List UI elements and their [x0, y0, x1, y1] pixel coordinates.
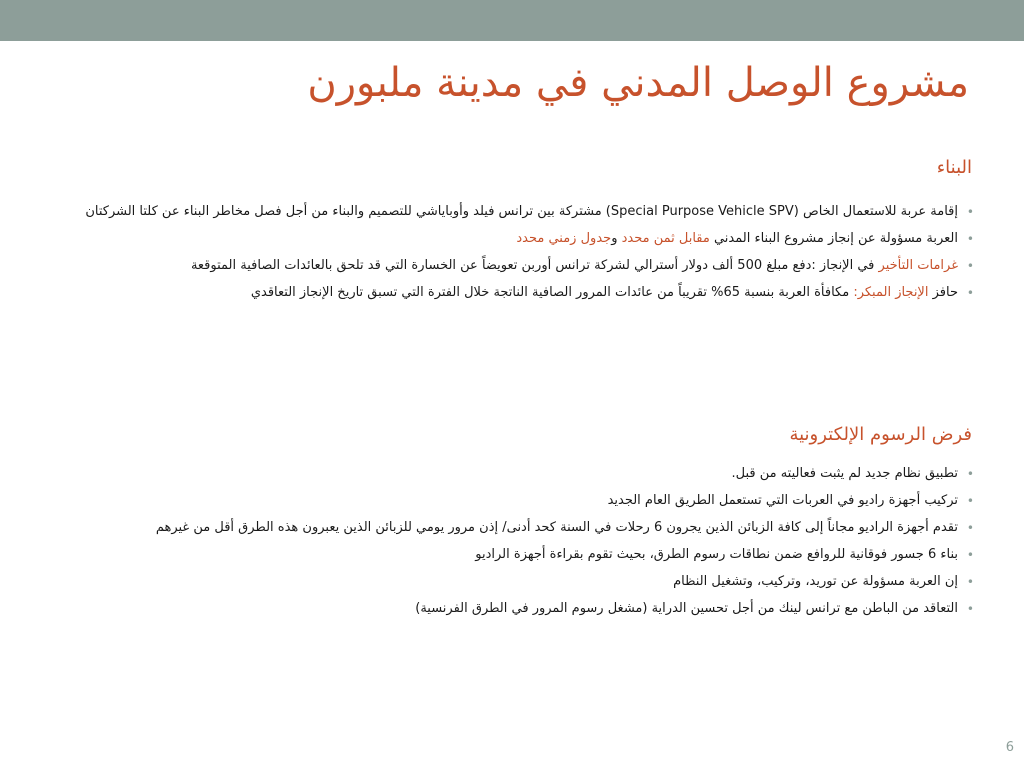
list-item	[64, 571, 974, 593]
bullet-text: مكافأة العربة بنسبة 65% تقريباً من عائدات المرور الصافية الناتجة خلال الفترة التي تسبق تاريخ الإنجاز التعاقدي	[250, 285, 854, 300]
highlight-early-completion: الإنجاز المبكر:	[853, 285, 929, 300]
list-item	[64, 598, 974, 620]
bullet-text: العربة مسؤولة عن إنجاز مشروع البناء المدني	[709, 231, 958, 246]
list-item	[64, 255, 974, 277]
bullet-icon: •	[966, 548, 974, 562]
bullet-text: التعاقد من الباطن مع ترانس لينك من أجل تحسين الدراية (مشغل رسوم المرور في الطرق الفرنسية)	[415, 601, 958, 616]
list-item	[64, 201, 974, 223]
tolling-bullet-list	[64, 463, 974, 625]
bullet-icon: •	[966, 259, 974, 273]
bullet-icon: •	[966, 602, 974, 616]
bullet-text: حافز	[928, 285, 958, 300]
construction-bullet-list	[64, 201, 974, 309]
highlight-delay-penalties: غرامات التأخير	[878, 258, 958, 273]
bullet-text-conjunction: و	[611, 231, 622, 246]
bullet-icon: •	[966, 205, 974, 219]
highlight-fixed-price: مقابل ثمن محدد	[621, 231, 710, 246]
section-heading-construction: البناء	[936, 157, 972, 178]
list-item	[64, 517, 974, 539]
bullet-text: تقدم أجهزة الراديو مجاناً إلى كافة الزبائن الذين يجرون 6 رحلات في السنة كحد أدنى/ إذن مرور يومي للزبائن الذين يعبرون هذه الطرق أقل من غيرهم	[155, 520, 958, 535]
list-item	[64, 544, 974, 566]
list-item	[64, 463, 974, 485]
bullet-icon: •	[966, 521, 974, 535]
list-item	[64, 490, 974, 512]
page-number: 6	[1005, 740, 1014, 755]
bullet-icon: •	[966, 494, 974, 508]
top-bar	[0, 0, 1024, 41]
list-item	[64, 282, 974, 304]
slide-title: مشروع الوصل المدني في مدينة ملبورن	[307, 60, 969, 106]
bullet-text: في الإنجاز :دفع مبلغ 500 ألف دولار أسترالي لشركة ترانس أوربن تعويضاً عن الخسارة التي قد تلحق بالعائدات الصافية المتوقعة	[190, 258, 879, 273]
bullet-text: تطبيق نظام جديد لم يثبت فعاليته من قبل.	[731, 466, 958, 481]
bullet-icon: •	[966, 286, 974, 300]
bullet-text: إن العربة مسؤولة عن توريد، وتركيب، وتشغيل النظام	[673, 574, 958, 589]
list-item	[64, 228, 974, 250]
highlight-fixed-schedule: جدول زمني محدد	[516, 231, 612, 246]
section-heading-electronic-tolling: فرض الرسوم الإلكترونية	[789, 424, 972, 445]
bullet-text: تركيب أجهزة راديو في العربات التي تستعمل الطريق العام الجديد	[607, 493, 958, 508]
bullet-icon: •	[966, 467, 974, 481]
bullet-icon: •	[966, 232, 974, 246]
bullet-text: بناء 6 جسور فوقانية للروافع ضمن نطاقات رسوم الطرق، بحيث تقوم بقراءة أجهزة الراديو	[475, 547, 958, 562]
bullet-text: إقامة عربة للاستعمال الخاص (Special Purpose Vehicle SPV) مشتركة بين ترانس فيلد وأوباياشي للتصميم والبناء من أجل فصل مخاطر البناء عن كلتا الشركتان	[85, 204, 958, 219]
bullet-icon: •	[966, 575, 974, 589]
